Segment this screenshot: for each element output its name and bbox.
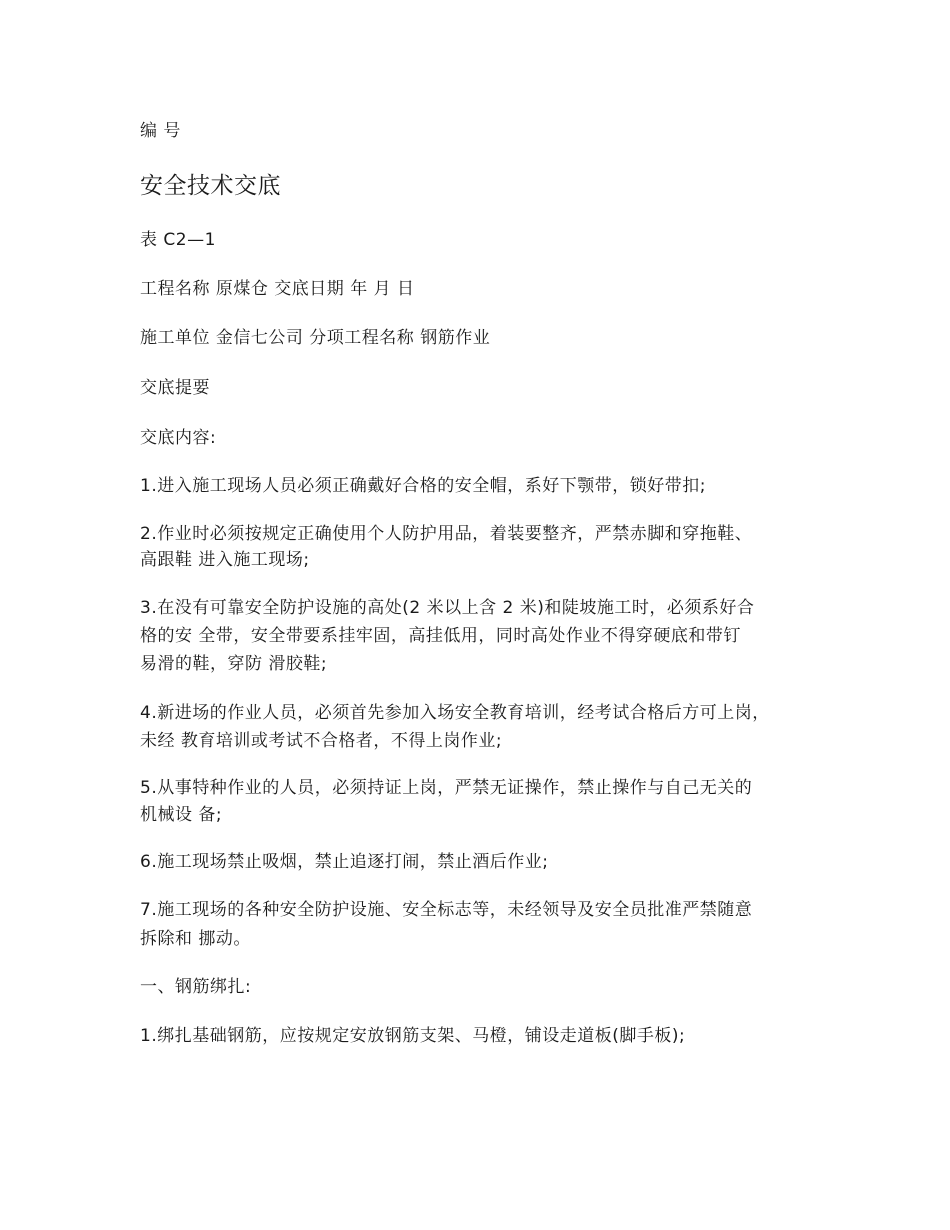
content-line: 拆除和 挪动。	[140, 929, 251, 949]
content-line: 格的安 全带，安全带要系挂牢固，高挂低用，同时高处作业不得穿硬底和带钉	[140, 626, 741, 646]
content-line: 1.进入施工现场人员必须正确戴好合格的安全帽，系好下颚带，锁好带扣;	[140, 476, 706, 496]
content-line: 5.从事特种作业的人员，必须持证上岗，严禁无证操作，禁止操作与自己无关的	[140, 778, 753, 798]
content-label: 交底内容:	[140, 428, 217, 448]
content-line: 2.作业时必须按规定正确使用个人防护用品，着装要整齐，严禁赤脚和穿拖鞋、	[140, 524, 753, 544]
content-line: 1.绑扎基础钢筋，应按规定安放钢筋支架、马橙，铺设走道板(脚手板);	[140, 1026, 686, 1046]
summary-label: 交底提要	[140, 378, 210, 398]
content-line: 4.新进场的作业人员，必须首先参加入场安全教育培训，经考试合格后方可上岗，	[140, 703, 770, 723]
content-line: 机械设 备;	[140, 805, 223, 825]
content-line: 易滑的鞋，穿防 滑胶鞋;	[140, 654, 328, 674]
project-info-line: 工程名称 原煤仓 交底日期 年 月 日	[140, 279, 415, 299]
content-line: 未经 教育培训或考试不合格者，不得上岗作业;	[140, 731, 503, 751]
document-title: 安全技术交底	[140, 173, 281, 199]
document-number-label: 编 号	[140, 121, 181, 141]
form-code: 表 C2—1	[140, 230, 216, 250]
content-line: 3.在没有可靠安全防护设施的高处(2 米以上含 2 米)和陡坡施工时，必须系好合	[140, 598, 755, 618]
content-line: 6.施工现场禁止吸烟，禁止追逐打闹，禁止酒后作业;	[140, 852, 549, 872]
section-heading: 一、钢筋绑扎:	[140, 977, 252, 997]
content-line: 7.施工现场的各种安全防护设施、安全标志等，未经领导及安全员批准严禁随意	[140, 900, 753, 920]
unit-info-line: 施工单位 金信七公司 分项工程名称 钢筋作业	[140, 328, 491, 348]
content-line: 高跟鞋 进入施工现场;	[140, 550, 310, 570]
